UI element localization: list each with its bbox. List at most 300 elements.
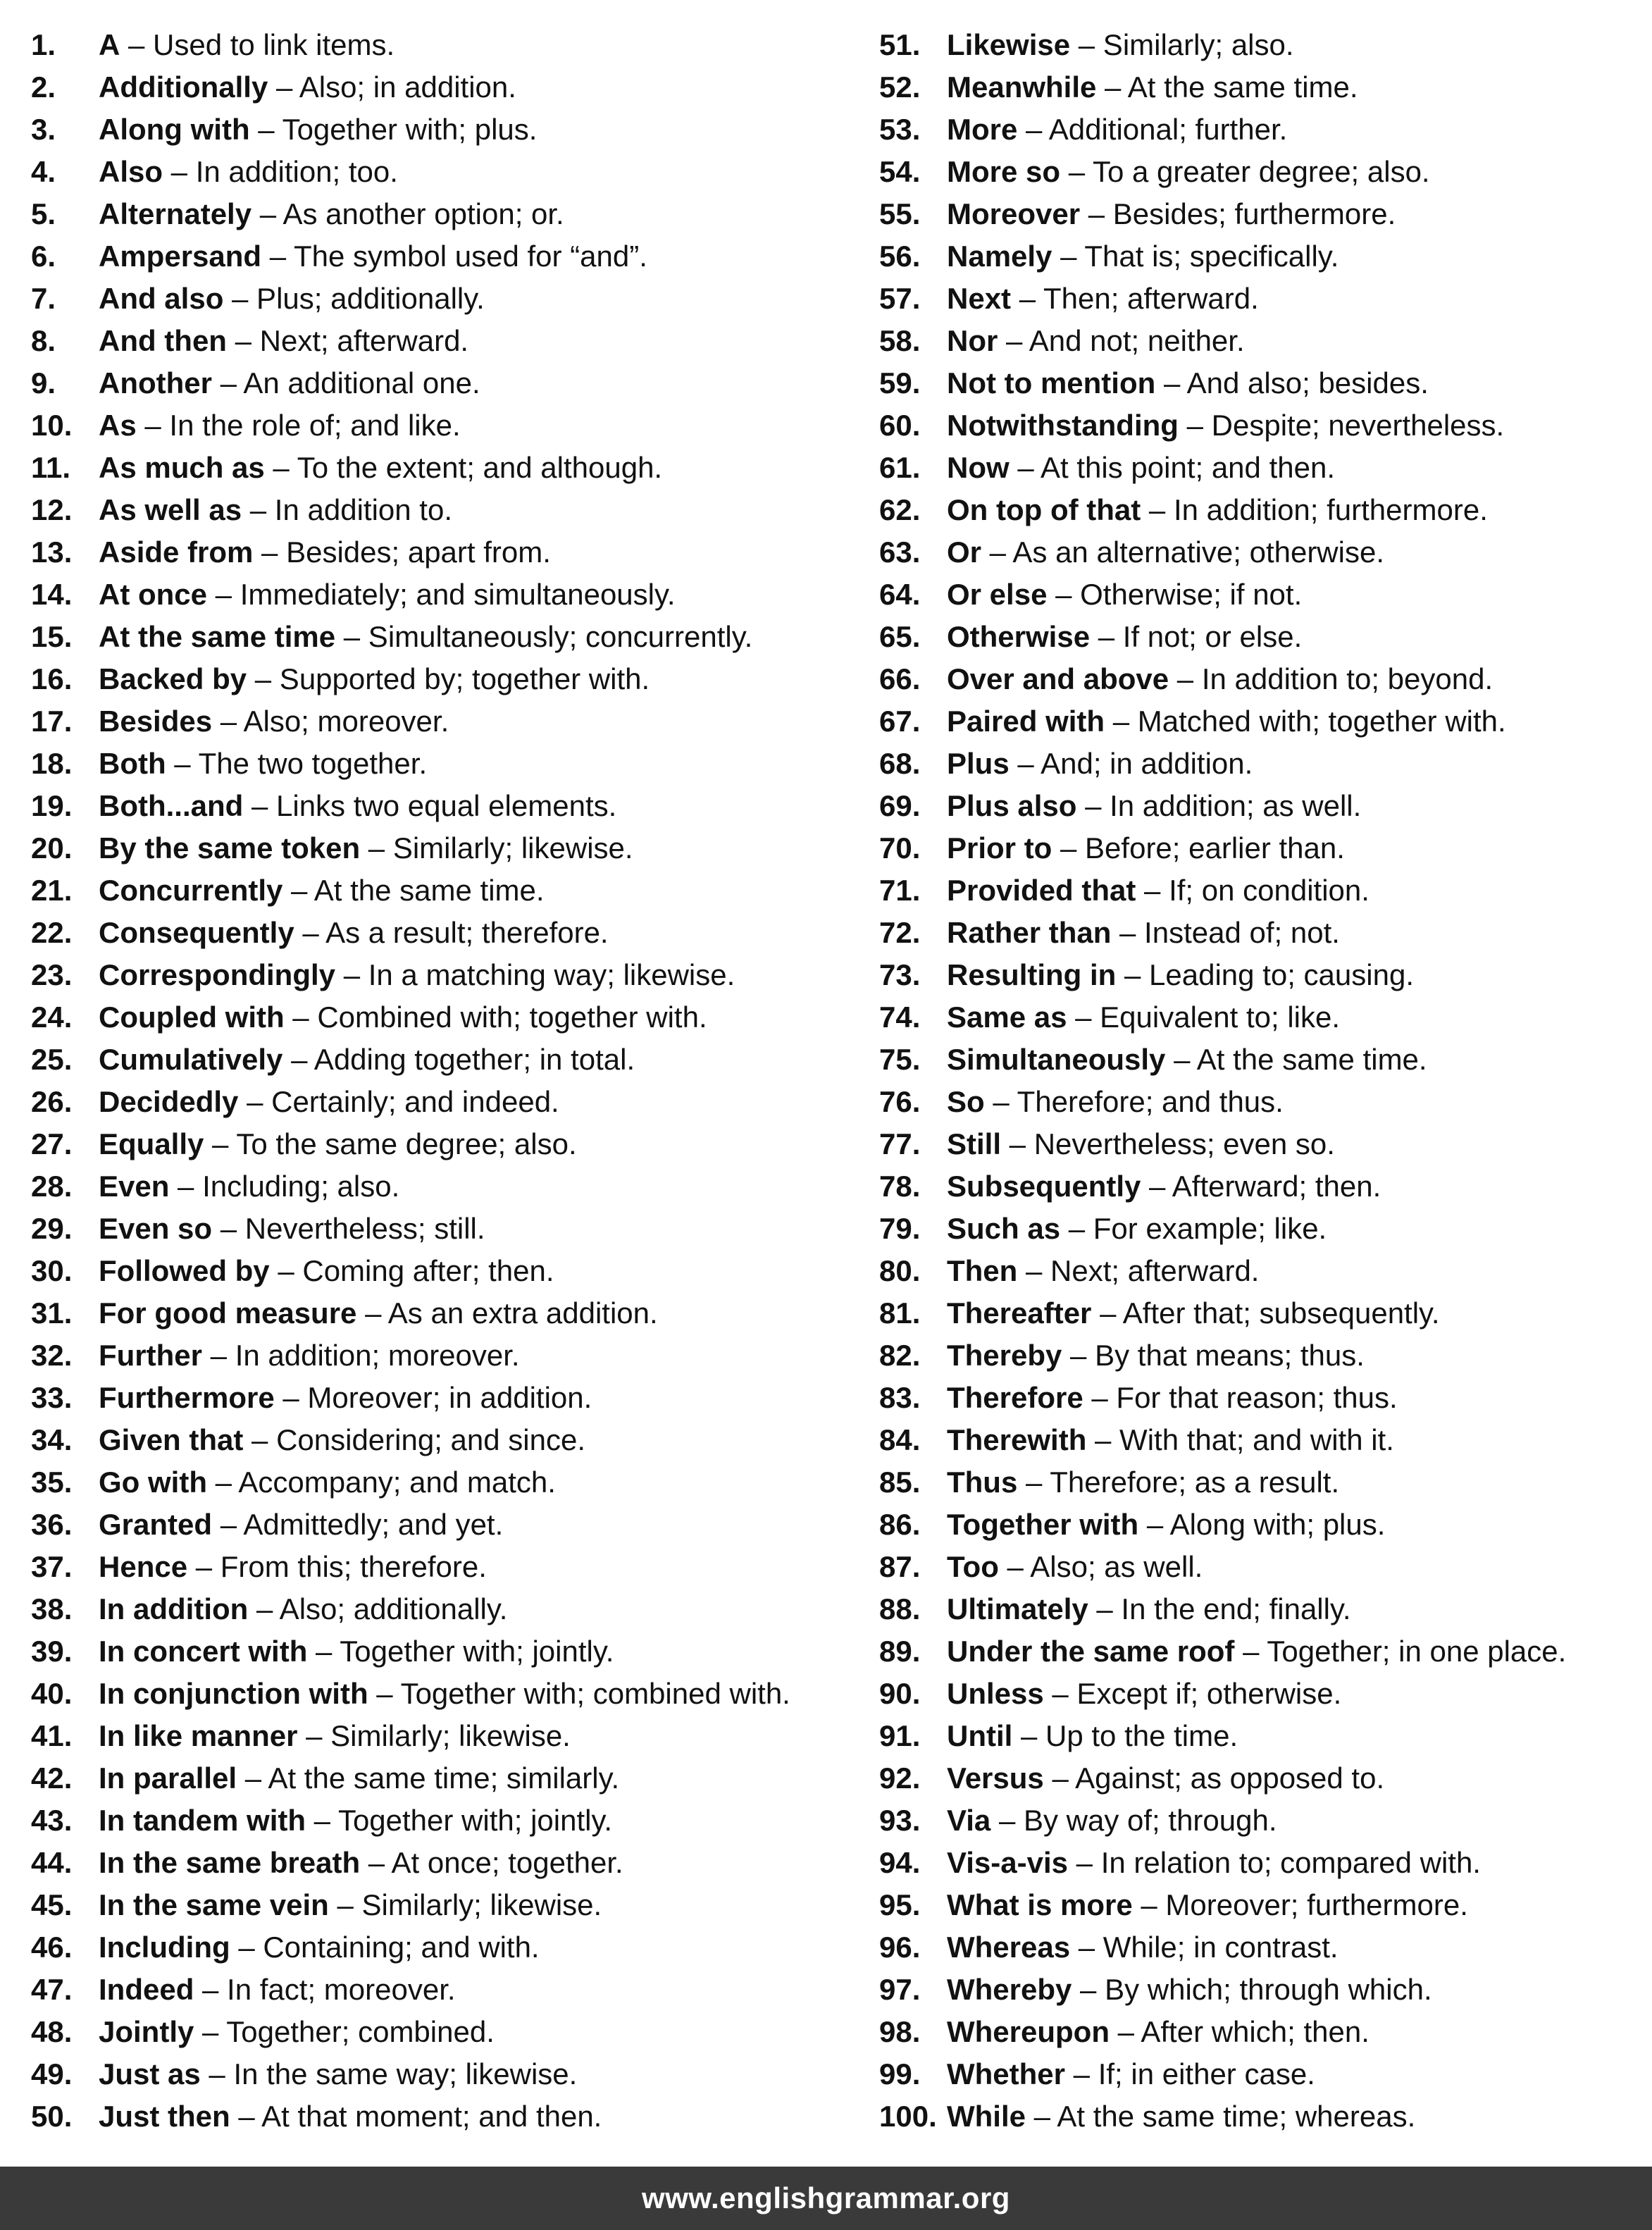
list-item	[31, 278, 869, 320]
item-definition: – Up to the time.	[1012, 1719, 1238, 1752]
item-number: 95.	[879, 1888, 921, 1921]
item-term: And then	[99, 324, 227, 357]
item-number: 53.	[879, 113, 921, 146]
item-definition: – Simultaneously; concurrently.	[335, 620, 753, 653]
item-definition: – Instead of; not.	[1111, 916, 1340, 949]
list-item	[879, 1884, 1647, 1926]
item-number: 76.	[879, 1085, 921, 1118]
list-item	[879, 109, 1647, 151]
item-term: Notwithstanding	[947, 409, 1179, 442]
item-number: 89.	[879, 1635, 921, 1668]
item-definition: – Links two equal elements.	[243, 789, 617, 822]
item-definition: – And also; besides.	[1155, 366, 1429, 399]
item-term: More so	[947, 155, 1061, 188]
item-term: Therewith	[947, 1423, 1087, 1456]
item-number: 15.	[31, 620, 73, 653]
item-definition: – In the same way; likewise.	[200, 2057, 578, 2090]
item-term: Resulting in	[947, 958, 1117, 991]
item-number: 52.	[879, 70, 921, 104]
list-item	[31, 1377, 869, 1419]
item-number: 11.	[31, 451, 71, 484]
item-term: Just as	[99, 2057, 201, 2090]
item-definition: – Certainly; and indeed.	[238, 1085, 559, 1118]
list-item	[879, 1208, 1647, 1250]
item-term: Next	[947, 282, 1012, 315]
list-item	[879, 1504, 1647, 1546]
item-number: 54.	[879, 155, 921, 188]
list-item	[879, 1800, 1647, 1842]
item-definition: – Together with; plus.	[249, 113, 538, 146]
item-term: Nor	[947, 324, 998, 357]
item-term: Including	[99, 1931, 230, 1964]
item-definition: – In relation to; compared with.	[1068, 1846, 1481, 1879]
item-term: Until	[947, 1719, 1013, 1752]
list-item	[879, 954, 1647, 996]
item-number: 48.	[31, 2015, 73, 2048]
item-definition: – Besides; apart from.	[253, 535, 551, 569]
item-definition: – After which; then.	[1109, 2015, 1370, 2048]
item-number: 87.	[879, 1550, 921, 1583]
item-term: Even	[99, 1170, 170, 1203]
item-definition: – Moreover; in addition.	[274, 1381, 592, 1414]
list-item	[879, 1926, 1647, 1969]
item-definition: – In addition; too.	[163, 155, 398, 188]
item-number: 41.	[31, 1719, 73, 1752]
item-number: 82.	[879, 1339, 921, 1372]
item-definition: – Against; as opposed to.	[1043, 1761, 1385, 1795]
item-number: 34.	[31, 1423, 73, 1456]
item-term: Aside from	[99, 535, 254, 569]
item-definition: – Also; as well.	[998, 1550, 1203, 1583]
list-item	[879, 1123, 1647, 1165]
item-term: Meanwhile	[947, 70, 1097, 104]
item-definition: – As an alternative; otherwise.	[981, 535, 1384, 569]
item-number: 55.	[879, 197, 921, 230]
item-definition: – Similarly; likewise.	[360, 831, 633, 865]
item-definition: – For example; like.	[1060, 1212, 1327, 1245]
item-term: Equally	[99, 1127, 204, 1160]
list-item	[31, 235, 869, 278]
list-item	[879, 700, 1647, 743]
item-number: 86.	[879, 1508, 921, 1541]
item-number: 58.	[879, 324, 921, 357]
item-definition: – Together with; combined with.	[368, 1677, 790, 1710]
list-item	[879, 2053, 1647, 2095]
list-item	[31, 2053, 869, 2095]
list-item	[879, 362, 1647, 404]
item-number: 46.	[31, 1931, 73, 1964]
list-item	[31, 1165, 869, 1208]
item-number: 21.	[31, 874, 73, 907]
item-definition: – Similarly; likewise.	[297, 1719, 571, 1752]
item-term: Not to mention	[947, 366, 1156, 399]
list-item	[879, 2095, 1647, 2138]
item-term: Whether	[947, 2057, 1065, 2090]
item-number: 88.	[879, 1592, 921, 1625]
item-definition: – In a matching way; likewise.	[335, 958, 735, 991]
item-definition: – At the same time; similarly.	[237, 1761, 620, 1795]
word-list-column-right	[879, 24, 1647, 2138]
item-number: 84.	[879, 1423, 921, 1456]
list-item	[31, 827, 869, 869]
list-item	[31, 574, 869, 616]
list-item	[31, 24, 869, 66]
list-item	[879, 996, 1647, 1039]
list-item	[879, 1039, 1647, 1081]
item-definition: – The symbol used for “and”.	[261, 240, 647, 273]
item-definition: – In the end; finally.	[1088, 1592, 1351, 1625]
item-number: 33.	[31, 1381, 73, 1414]
item-number: 26.	[31, 1085, 73, 1118]
item-definition: – Except if; otherwise.	[1043, 1677, 1342, 1710]
item-term: Cumulatively	[99, 1043, 283, 1076]
list-item	[879, 2011, 1647, 2053]
list-item	[31, 658, 869, 700]
item-definition: – At the same time.	[282, 874, 545, 907]
list-item	[879, 743, 1647, 785]
item-definition: – Including; also.	[169, 1170, 400, 1203]
item-definition: – Also; additionally.	[248, 1592, 508, 1625]
item-number: 79.	[879, 1212, 921, 1245]
list-item	[879, 193, 1647, 235]
item-definition: – To the same degree; also.	[204, 1127, 577, 1160]
list-item	[879, 1969, 1647, 2011]
item-term: Along with	[99, 113, 250, 146]
item-number: 73.	[879, 958, 921, 991]
item-number: 63.	[879, 535, 921, 569]
item-number: 30.	[31, 1254, 73, 1287]
list-item	[879, 1842, 1647, 1884]
item-definition: – In addition to.	[242, 493, 452, 526]
item-term: Provided that	[947, 874, 1136, 907]
item-term: Too	[947, 1550, 999, 1583]
item-term: Thereby	[947, 1339, 1062, 1372]
list-item	[879, 1630, 1647, 1673]
item-term: Correspondingly	[99, 958, 336, 991]
item-term: Hence	[99, 1550, 188, 1583]
item-term: Thereafter	[947, 1296, 1092, 1330]
item-number: 27.	[31, 1127, 73, 1160]
list-item	[31, 1673, 869, 1715]
item-definition: – Together; combined.	[194, 2015, 495, 2048]
item-definition: – Accompany; and match.	[206, 1466, 556, 1499]
list-item	[879, 1461, 1647, 1504]
item-number: 67.	[879, 705, 921, 738]
item-number: 56.	[879, 240, 921, 273]
list-item	[31, 1546, 869, 1588]
item-number: 17.	[31, 705, 73, 738]
item-term: Now	[947, 451, 1010, 484]
item-term: In concert with	[99, 1635, 308, 1668]
list-item	[879, 531, 1647, 574]
item-number: 1.	[31, 28, 56, 61]
item-number: 24.	[31, 1001, 73, 1034]
item-number: 23.	[31, 958, 73, 991]
item-number: 68.	[879, 747, 921, 780]
item-definition: – And not; neither.	[998, 324, 1245, 357]
item-number: 47.	[31, 1973, 73, 2006]
item-definition: – That is; specifically.	[1052, 240, 1339, 273]
list-item	[31, 912, 869, 954]
item-definition: – Combined with; together with.	[284, 1001, 707, 1034]
item-number: 12.	[31, 493, 73, 526]
item-term: Via	[947, 1804, 991, 1837]
item-number: 80.	[879, 1254, 921, 1287]
list-item	[879, 1250, 1647, 1292]
item-term: Same as	[947, 1001, 1067, 1034]
list-item	[879, 616, 1647, 658]
list-item	[31, 1419, 869, 1461]
list-item	[879, 1377, 1647, 1419]
list-item	[31, 1123, 869, 1165]
item-term: Over and above	[947, 662, 1169, 695]
item-definition: – Before; earlier than.	[1052, 831, 1345, 865]
item-term: And also	[99, 282, 224, 315]
list-item	[879, 66, 1647, 109]
item-definition: – As another option; or.	[251, 197, 564, 230]
item-term: Ampersand	[99, 240, 262, 273]
list-item	[879, 785, 1647, 827]
item-definition: – By way of; through.	[990, 1804, 1277, 1837]
list-item	[31, 1926, 869, 1969]
list-item	[31, 2011, 869, 2053]
item-term: Rather than	[947, 916, 1112, 949]
list-item	[879, 869, 1647, 912]
list-item	[879, 447, 1647, 489]
item-term: Granted	[99, 1508, 213, 1541]
list-item	[879, 574, 1647, 616]
item-definition: – At the same time.	[1165, 1043, 1427, 1076]
item-term: Likewise	[947, 28, 1071, 61]
item-definition: – Supported by; together with.	[247, 662, 650, 695]
item-definition: – Therefore; as a result.	[1017, 1466, 1340, 1499]
item-term: Versus	[947, 1761, 1044, 1795]
item-definition: – After that; subsequently.	[1091, 1296, 1440, 1330]
item-number: 25.	[31, 1043, 73, 1076]
item-number: 14.	[31, 578, 73, 611]
item-number: 13.	[31, 535, 73, 569]
item-definition: – Together with; jointly.	[306, 1804, 613, 1837]
list-item	[879, 278, 1647, 320]
item-definition: – From this; therefore.	[187, 1550, 487, 1583]
item-term: Followed by	[99, 1254, 270, 1287]
item-number: 20.	[31, 831, 73, 865]
item-number: 57.	[879, 282, 921, 315]
item-term: Further	[99, 1339, 202, 1372]
list-item	[31, 1250, 869, 1292]
item-number: 92.	[879, 1761, 921, 1795]
item-definition: – Next; afterward.	[1017, 1254, 1260, 1287]
item-definition: – Coming after; then.	[269, 1254, 554, 1287]
item-number: 10.	[31, 409, 73, 442]
list-item	[31, 362, 869, 404]
item-number: 69.	[879, 789, 921, 822]
item-definition: – In addition; moreover.	[202, 1339, 520, 1372]
list-item	[31, 1884, 869, 1926]
footer-bar	[0, 2167, 1652, 2230]
item-definition: – While; in contrast.	[1070, 1931, 1339, 1964]
item-definition: – Afterward; then.	[1141, 1170, 1381, 1203]
item-term: In the same breath	[99, 1846, 361, 1879]
item-number: 72.	[879, 916, 921, 949]
item-definition: – Despite; nevertheless.	[1178, 409, 1505, 442]
item-definition: – Plus; additionally.	[223, 282, 485, 315]
item-number: 19.	[31, 789, 73, 822]
item-number: 96.	[879, 1931, 921, 1964]
item-term: Simultaneously	[947, 1043, 1166, 1076]
list-item	[879, 658, 1647, 700]
item-definition: – Containing; and with.	[230, 1931, 540, 1964]
item-term: Indeed	[99, 1973, 194, 2006]
item-definition: – Admittedly; and yet.	[212, 1508, 504, 1541]
item-term: Vis-a-vis	[947, 1846, 1068, 1879]
list-item	[31, 489, 869, 531]
item-term: In like manner	[99, 1719, 298, 1752]
item-definition: – At the same time.	[1096, 70, 1358, 104]
item-definition: – In addition; as well.	[1076, 789, 1362, 822]
item-definition: – Nevertheless; even so.	[1001, 1127, 1335, 1160]
item-definition: – If not; or else.	[1090, 620, 1303, 653]
item-number: 75.	[879, 1043, 921, 1076]
item-term: Besides	[99, 705, 213, 738]
list-item	[31, 954, 869, 996]
list-item	[31, 1292, 869, 1334]
item-term: Just then	[99, 2100, 230, 2133]
list-item	[31, 1969, 869, 2011]
item-definition: – Additional; further.	[1017, 113, 1288, 146]
list-item	[31, 109, 869, 151]
item-number: 35.	[31, 1466, 73, 1499]
item-definition: – At once; together.	[360, 1846, 623, 1879]
item-term: In addition	[99, 1592, 249, 1625]
list-item	[879, 1546, 1647, 1588]
list-item	[31, 531, 869, 574]
item-definition: – Leading to; causing.	[1116, 958, 1414, 991]
list-item	[31, 2095, 869, 2138]
list-item	[31, 785, 869, 827]
item-number: 93.	[879, 1804, 921, 1837]
item-term: Still	[947, 1127, 1002, 1160]
list-item	[879, 1673, 1647, 1715]
item-term: Otherwise	[947, 620, 1091, 653]
item-term: Whereupon	[947, 2015, 1110, 2048]
item-number: 60.	[879, 409, 921, 442]
item-number: 16.	[31, 662, 73, 695]
item-number: 51.	[879, 28, 921, 61]
item-definition: – Moreover; furthermore.	[1132, 1888, 1468, 1921]
list-item	[31, 404, 869, 447]
item-number: 78.	[879, 1170, 921, 1203]
item-number: 7.	[31, 282, 56, 315]
item-term: Alternately	[99, 197, 252, 230]
list-item	[879, 404, 1647, 447]
list-item	[879, 320, 1647, 362]
item-definition: – Adding together; in total.	[282, 1043, 635, 1076]
item-term: At once	[99, 578, 208, 611]
item-definition: – Besides; furthermore.	[1080, 197, 1396, 230]
list-item	[31, 1588, 869, 1630]
list-item	[31, 1504, 869, 1546]
item-definition: – Therefore; and thus.	[984, 1085, 1284, 1118]
item-number: 100.	[879, 2100, 937, 2133]
item-term: In tandem with	[99, 1804, 306, 1837]
item-definition: – With that; and with it.	[1086, 1423, 1394, 1456]
item-term: Subsequently	[947, 1170, 1141, 1203]
list-item	[31, 1461, 869, 1504]
item-number: 90.	[879, 1677, 921, 1710]
word-list-column-left	[31, 24, 869, 2138]
list-item	[879, 489, 1647, 531]
item-definition: – For that reason; thus.	[1083, 1381, 1398, 1414]
item-definition: – Also; moreover.	[212, 705, 449, 738]
item-term: A	[99, 28, 120, 61]
item-term: In the same vein	[99, 1888, 329, 1921]
item-number: 9.	[31, 366, 56, 399]
item-definition: – If; in either case.	[1065, 2057, 1315, 2090]
item-term: Also	[99, 155, 163, 188]
item-term: As	[99, 409, 137, 442]
item-term: Whereby	[947, 1973, 1072, 2006]
item-number: 81.	[879, 1296, 921, 1330]
item-definition: – Also; in addition.	[268, 70, 516, 104]
list-item	[31, 1039, 869, 1081]
item-term: At the same time	[99, 620, 336, 653]
item-definition: – In fact; moreover.	[194, 1973, 456, 2006]
list-item	[31, 616, 869, 658]
item-definition: – By that means; thus.	[1062, 1339, 1365, 1372]
item-term: Whereas	[947, 1931, 1071, 1964]
item-definition: – And; in addition.	[1009, 747, 1253, 780]
item-number: 59.	[879, 366, 921, 399]
item-term: Thus	[947, 1466, 1018, 1499]
item-number: 65.	[879, 620, 921, 653]
item-term: Go with	[99, 1466, 207, 1499]
item-term: On top of that	[947, 493, 1141, 526]
item-term: Backed by	[99, 662, 247, 695]
item-term: Ultimately	[947, 1592, 1088, 1625]
item-term: What is more	[947, 1888, 1133, 1921]
item-definition: – At this point; and then.	[1009, 451, 1335, 484]
list-item	[31, 1081, 869, 1123]
list-item	[879, 1292, 1647, 1334]
item-term: Under the same roof	[947, 1635, 1235, 1668]
item-definition: – In addition to; beyond.	[1169, 662, 1493, 695]
item-number: 83.	[879, 1381, 921, 1414]
list-item	[31, 1208, 869, 1250]
item-definition: – The two together.	[166, 747, 428, 780]
list-item	[31, 1800, 869, 1842]
item-definition: – Nevertheless; still.	[212, 1212, 485, 1245]
item-term: For good measure	[99, 1296, 357, 1330]
list-item	[31, 193, 869, 235]
list-item	[879, 1588, 1647, 1630]
item-number: 44.	[31, 1846, 73, 1879]
item-definition: – Used to link items.	[120, 28, 395, 61]
item-term: Another	[99, 366, 212, 399]
list-item	[879, 235, 1647, 278]
list-item	[879, 827, 1647, 869]
item-number: 18.	[31, 747, 73, 780]
list-item	[31, 1334, 869, 1377]
item-number: 38.	[31, 1592, 73, 1625]
item-definition: – If; on condition.	[1136, 874, 1370, 907]
item-term: More	[947, 113, 1018, 146]
item-term: Moreover	[947, 197, 1081, 230]
item-number: 5.	[31, 197, 56, 230]
list-item	[31, 1715, 869, 1757]
item-definition: – Otherwise; if not.	[1047, 578, 1303, 611]
item-term: By the same token	[99, 831, 361, 865]
